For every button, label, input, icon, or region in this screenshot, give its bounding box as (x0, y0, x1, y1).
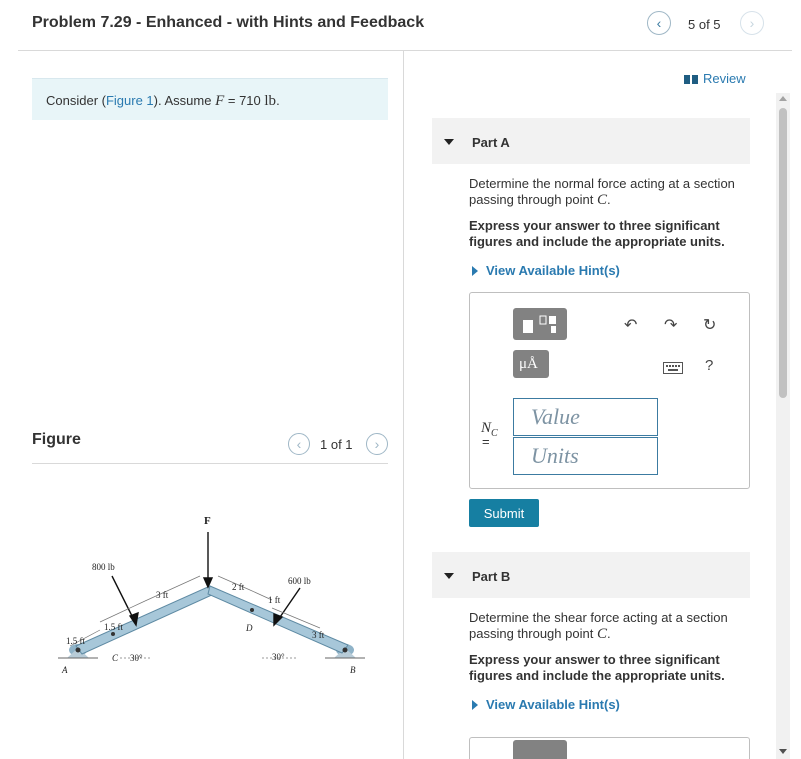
collapse-triangle-icon[interactable] (444, 139, 454, 145)
consider-suffix: ). Assume (153, 93, 216, 108)
chevron-right-icon: › (749, 15, 755, 31)
next-button[interactable] (740, 11, 764, 35)
figure-counter: 1 of 1 (320, 437, 353, 452)
units-input[interactable]: Units (513, 437, 658, 475)
page-title: Problem 7.29 - Enhanced - with Hints and Feedback (32, 14, 425, 31)
label-3ft-right: 3 ft (312, 630, 325, 640)
part-b-question-end: . (606, 626, 611, 641)
label-15ft-b: 1.5 ft (66, 636, 85, 646)
part-b-hint-link[interactable] (472, 697, 620, 712)
redo-icon[interactable]: ↷ (664, 317, 678, 334)
label-30deg-right: 30° (272, 652, 285, 662)
part-a-hint-link[interactable] (472, 263, 620, 278)
page-counter: 5 of 5 (688, 17, 721, 32)
scrollbar[interactable] (776, 93, 790, 759)
header (0, 0, 801, 50)
variable-name: N (481, 420, 492, 436)
expand-triangle-icon (472, 266, 478, 276)
label-600lb: 600 lb (288, 576, 311, 586)
answer-panel-b (469, 737, 750, 759)
point-D-marker (250, 608, 254, 612)
part-b-point: C (596, 626, 607, 642)
reset-icon[interactable]: ↻ (703, 317, 717, 334)
label-D: D (246, 623, 253, 633)
force-unit: lb (264, 93, 277, 109)
units-label: μÅ (519, 356, 538, 372)
template-button-b[interactable] (513, 740, 567, 759)
hint-label: View Available Hint(s) (486, 697, 620, 712)
submit-button[interactable]: Submit (469, 499, 539, 527)
beam-left (76, 586, 214, 654)
label-15ft-a: 1.5 ft (104, 622, 123, 632)
part-b-question-text: Determine the shear force acting at a section passing through point (469, 610, 728, 641)
part-b-question (469, 610, 749, 642)
value-input[interactable]: Value (513, 398, 658, 436)
load-800-arrow (112, 576, 134, 620)
book-icon (684, 74, 698, 84)
chevron-left-icon: ‹ (296, 436, 302, 452)
consider-end: . (276, 93, 280, 108)
part-b-instruction: Express your answer to three significant figures and include the appropriate units. (469, 652, 725, 683)
template-icon (513, 308, 567, 340)
template-button[interactable] (513, 308, 567, 340)
figure-divider (32, 463, 388, 464)
prev-button[interactable] (647, 11, 671, 35)
figure-title: Figure (32, 431, 81, 448)
label-B: B (350, 665, 356, 675)
pane-divider (403, 51, 404, 759)
collapse-triangle-icon[interactable] (444, 573, 454, 579)
scroll-down-icon[interactable] (779, 749, 787, 754)
label-F: F (204, 515, 211, 527)
equals-sign: = (482, 434, 490, 449)
undo-icon[interactable]: ↶ (624, 317, 638, 334)
consider-prefix: Consider ( (46, 93, 106, 108)
keyboard-icon[interactable] (663, 362, 683, 374)
problem-statement (32, 78, 388, 120)
chevron-left-icon: ‹ (656, 15, 662, 31)
part-a-title: Part A (472, 135, 510, 150)
chevron-right-icon: › (374, 436, 380, 452)
units-button[interactable] (513, 350, 549, 378)
part-a-instruction: Express your answer to three significant figures and include the appropriate units. (469, 218, 725, 249)
variable-subscript: C (491, 428, 498, 439)
frame-diagram (50, 500, 380, 700)
force-value: = 710 (224, 93, 265, 108)
label-800lb: 800 lb (92, 562, 115, 572)
label-3ft-left: 3 ft (156, 590, 169, 600)
part-a-question-end: . (606, 192, 611, 207)
label-C: C (112, 653, 119, 663)
label-2ft: 2 ft (232, 582, 245, 592)
force-F-head (204, 578, 212, 587)
label-30deg-left: 30° (130, 653, 143, 663)
part-a-question (469, 176, 749, 208)
figure-next-button[interactable] (366, 433, 388, 455)
header-divider (18, 50, 792, 51)
part-a-question-text: Determine the normal force acting at a section passing through point (469, 176, 735, 207)
figure-prev-button[interactable] (288, 433, 310, 455)
expand-triangle-icon (472, 700, 478, 710)
part-b-title: Part B (472, 569, 511, 584)
label-A: A (62, 665, 68, 675)
review-label: Review (703, 71, 746, 86)
force-variable: F (215, 93, 225, 109)
scroll-thumb[interactable] (779, 108, 787, 398)
label-1ft: 1 ft (268, 595, 281, 605)
figure-link[interactable]: Figure 1 (105, 93, 154, 108)
scroll-up-icon[interactable] (779, 96, 787, 101)
review-link[interactable] (684, 71, 746, 86)
hint-label: View Available Hint(s) (486, 263, 620, 278)
part-a-point: C (596, 192, 607, 208)
help-button[interactable]: ? (705, 357, 714, 374)
point-C-marker (111, 632, 115, 636)
